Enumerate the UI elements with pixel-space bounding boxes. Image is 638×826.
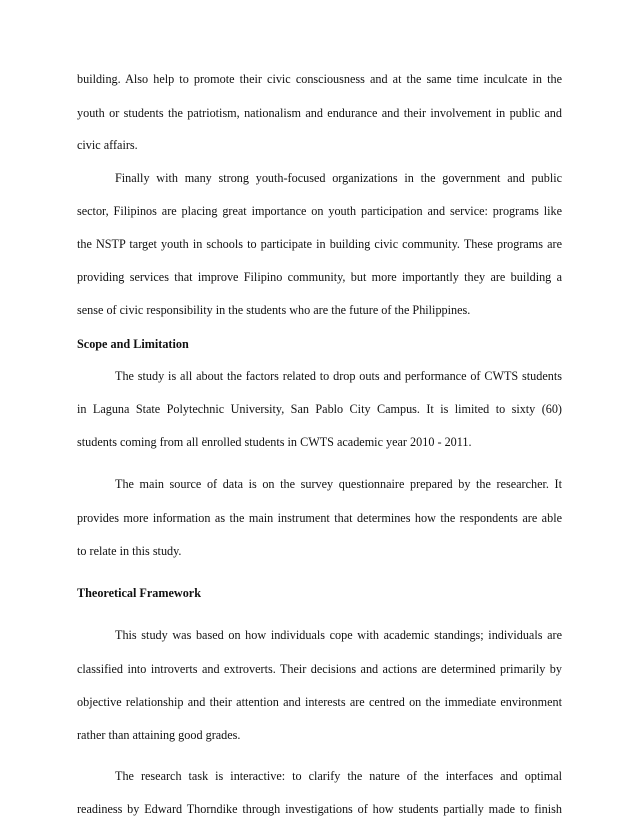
paragraph-line: The research task is interactive: to clarify the nature of the interfaces and optimal — [115, 769, 562, 783]
paragraph-line: providing services that improve Filipino community, but more importantly they are building a — [77, 270, 562, 284]
section-heading-scope: Scope and Limitation — [77, 337, 189, 351]
paragraph-line: building. Also help to promote their civic consciousness and at the same time inculcate in the — [77, 72, 562, 86]
paragraph-line: sense of civic responsibility in the students who are the future of the Philippines. — [77, 303, 471, 317]
paragraph-line: The main source of data is on the survey questionnaire prepared by the researcher. It — [115, 477, 562, 491]
paragraph-line: The study is all about the factors related to drop outs and performance of CWTS students — [115, 369, 562, 383]
paragraph-line: readiness by Edward Thorndike through investigations of how students partially made to finish — [77, 802, 562, 816]
paragraph-line: classified into introverts and extroverts. Their decisions and actions are determined primarily by — [77, 662, 562, 676]
paragraph-line: rather than attaining good grades. — [77, 728, 241, 742]
paragraph-line: the NSTP target youth in schools to participate in building civic community. These programs are — [77, 237, 562, 251]
paragraph-line: Finally with many strong youth-focused organizations in the government and public — [115, 171, 562, 185]
paragraph-line: to relate in this study. — [77, 544, 182, 558]
paragraph-line: youth or students the patriotism, nationalism and endurance and their involvement in public and — [77, 106, 562, 120]
paragraph-line: objective relationship and their attention and interests are centred on the immediate environment — [77, 695, 562, 709]
paragraph-line: in Laguna State Polytechnic University, San Pablo City Campus. It is limited to sixty (60) — [77, 402, 562, 416]
section-heading-theoretical-framework: Theoretical Framework — [77, 586, 201, 600]
paragraph-line: This study was based on how individuals cope with academic standings; individuals are — [115, 628, 562, 642]
paragraph-line: civic affairs. — [77, 138, 138, 152]
paragraph-line: provides more information as the main instrument that determines how the respondents are able — [77, 511, 562, 525]
paragraph-line: students coming from all enrolled students in CWTS academic year 2010 - 2011. — [77, 435, 472, 449]
paragraph-line: sector, Filipinos are placing great importance on youth participation and service: programs like — [77, 204, 562, 218]
